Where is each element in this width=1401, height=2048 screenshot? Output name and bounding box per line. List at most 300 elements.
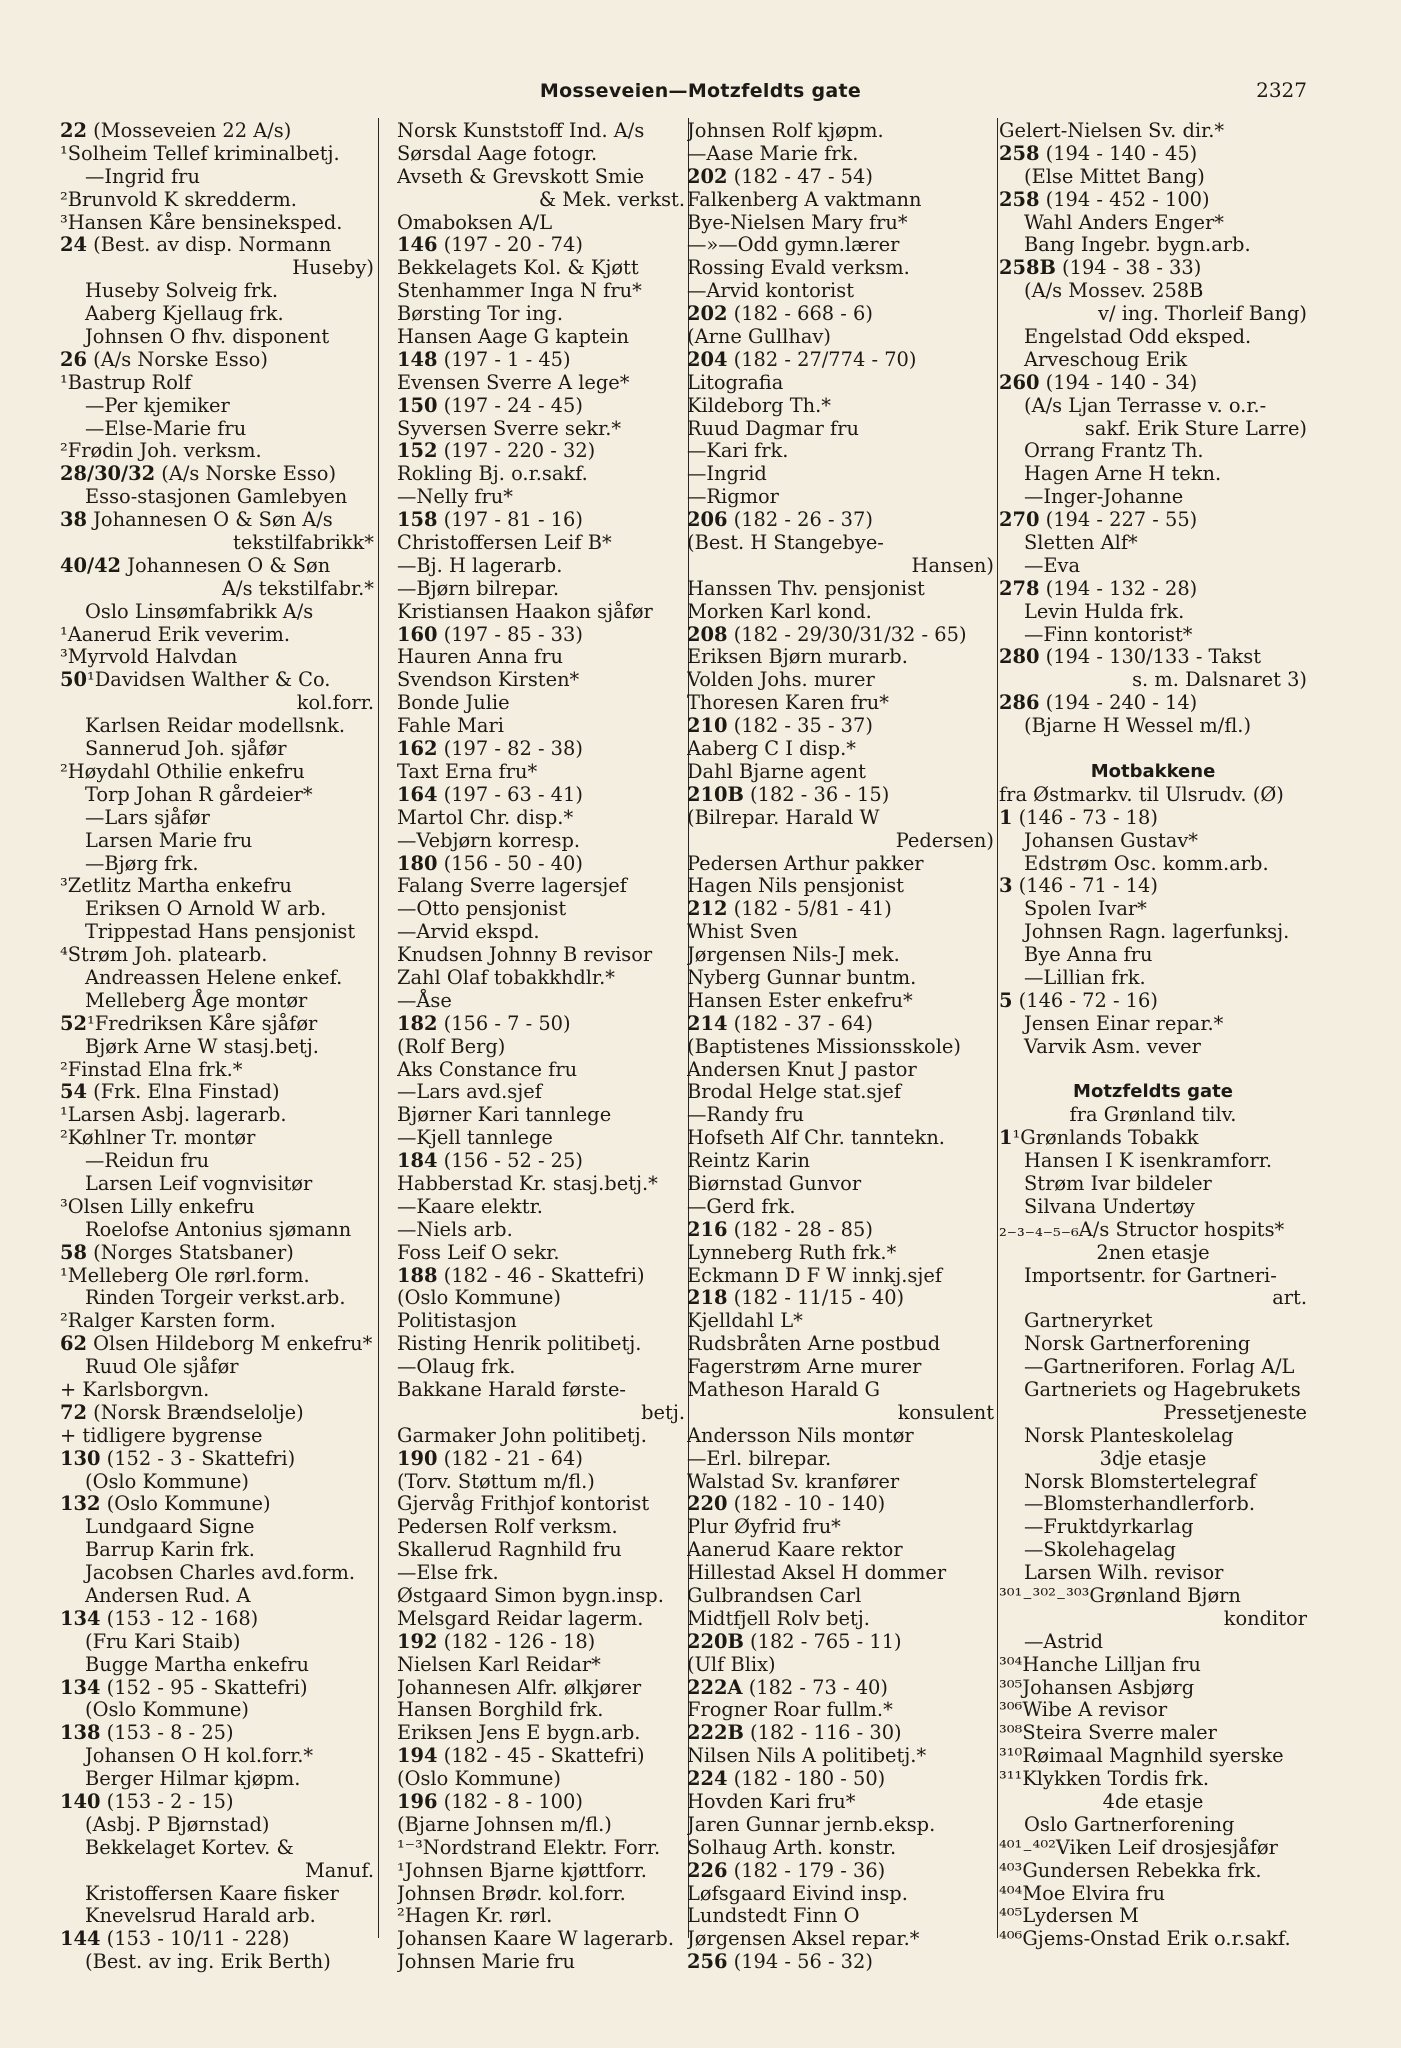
entry-line xyxy=(397,1905,685,1928)
entry-line xyxy=(397,1425,685,1448)
entry-line xyxy=(999,1356,1307,1379)
entry-text: Torp Johan R gårdeier* xyxy=(85,782,313,806)
entry-line xyxy=(397,1677,685,1700)
entry-line xyxy=(687,326,994,349)
entry-line xyxy=(397,1013,685,1036)
entry-line xyxy=(60,624,374,647)
entry-line xyxy=(999,578,1307,601)
entry-line xyxy=(60,1425,374,1448)
entry-line xyxy=(687,349,994,372)
entry-line xyxy=(397,1539,685,1562)
entry-line xyxy=(60,1585,374,1608)
entry-text: Bonde Julie xyxy=(397,691,510,715)
entry-text: Johnsen Brødr. kol.forr. xyxy=(397,1881,626,1905)
entry-line xyxy=(397,1173,685,1196)
entry-line xyxy=(397,349,685,372)
entry-line xyxy=(999,1745,1307,1768)
entry-line xyxy=(999,1379,1307,1402)
entry-line xyxy=(687,166,994,189)
entry-line xyxy=(999,1631,1307,1654)
entry-line xyxy=(687,1036,994,1059)
entry-line xyxy=(397,1654,685,1677)
entry-line xyxy=(60,440,374,463)
entry-line xyxy=(687,212,994,235)
entry-line xyxy=(999,372,1307,395)
entry-line xyxy=(60,1928,374,1951)
entry-line xyxy=(999,944,1307,967)
entry-text: fra Grønland tilv. xyxy=(1069,1103,1237,1127)
entry-line xyxy=(60,1768,374,1791)
house-number: 224 xyxy=(687,1767,728,1791)
column-divider xyxy=(997,118,998,1938)
entry-text: —Reidun fru xyxy=(85,1149,210,1173)
entry-line xyxy=(60,189,374,212)
entry-text: (Frk. Elna Finstad) xyxy=(86,1080,280,1104)
entry-line xyxy=(397,1745,685,1768)
entry-line xyxy=(60,1951,374,1974)
entry-line xyxy=(999,143,1307,166)
entry-line xyxy=(687,1333,994,1356)
entry-text: Huseby Solveig frk. xyxy=(85,279,279,303)
entry-line xyxy=(397,875,685,898)
entry-line xyxy=(999,830,1307,853)
entry-text: Eckmann D F W innkj.sjef xyxy=(687,1263,942,1287)
entry-text: Morken Karl kond. xyxy=(687,599,872,623)
entry-line xyxy=(60,1722,374,1745)
entry-line xyxy=(999,280,1307,303)
house-number: 24 xyxy=(60,233,87,257)
house-number: 134 xyxy=(60,1606,101,1630)
entry-line xyxy=(60,1150,374,1173)
house-number: 258B xyxy=(999,256,1056,280)
entry-text: Berger Hilmar kjøpm. xyxy=(85,1767,301,1791)
entry-text: —Bjørn bilrepar. xyxy=(397,576,560,600)
entry-line xyxy=(60,715,374,738)
entry-text: —Bj. H lagerarb. xyxy=(397,553,563,577)
entry-text: (Oslo Kommune) xyxy=(397,1286,561,1310)
entry-text: Varvik Asm. vever xyxy=(1024,1034,1201,1058)
entry-line xyxy=(999,1265,1307,1288)
entry-text: —Else-Marie fru xyxy=(85,416,247,440)
entry-line xyxy=(60,830,374,853)
entry-text: Norsk Blomstertelegraf xyxy=(1024,1469,1257,1493)
entry-line xyxy=(687,440,994,463)
entry-line xyxy=(60,1287,374,1310)
entry-text: Hovden Kari fru* xyxy=(687,1790,856,1814)
entry-line xyxy=(397,761,685,784)
entry-line xyxy=(999,1928,1307,1951)
entry-line xyxy=(397,1402,685,1425)
entry-line xyxy=(999,921,1307,944)
section-heading xyxy=(999,761,1307,784)
entry-text: Frogner Roar fullm.* xyxy=(687,1698,893,1722)
entry-line xyxy=(687,715,994,738)
entry-text: (A/s Norske Esso) xyxy=(86,347,268,371)
entry-line xyxy=(687,143,994,166)
entry-text: Christoffersen Leif B* xyxy=(397,531,612,555)
entry-line xyxy=(687,990,994,1013)
entry-text: (182 - 46 - Skattefri) xyxy=(437,1263,645,1287)
entry-line xyxy=(687,1905,994,1928)
entry-line xyxy=(60,1104,374,1127)
house-number: 144 xyxy=(60,1927,101,1951)
entry-line xyxy=(687,120,994,143)
entry-text: ¹Larsen Asbj. lagerarb. xyxy=(60,1103,287,1127)
entry-text: Johansen Gustav* xyxy=(1024,828,1198,852)
entry-text: Eriksen Jens E bygn.arb. xyxy=(397,1721,641,1745)
entry-text: (197 - 220 - 32) xyxy=(437,439,596,463)
entry-text: (194 - 227 - 55) xyxy=(1039,508,1198,532)
entry-line xyxy=(687,624,994,647)
entry-text: Johnsen Rolf kjøpm. xyxy=(687,120,884,142)
entry-text: (Bjarne Johnsen m/fl.) xyxy=(397,1812,612,1836)
entry-text: Motzfeldts gate xyxy=(1073,1081,1233,1103)
entry-text: (182 - 28 - 85) xyxy=(727,1217,873,1241)
entry-line xyxy=(999,1310,1307,1333)
entry-text: (153 - 8 - 25) xyxy=(100,1721,234,1745)
entry-text: ³⁰⁵Johansen Asbjørg xyxy=(999,1675,1195,1699)
entry-text: Bakkane Harald første- xyxy=(397,1377,626,1401)
entry-line xyxy=(60,1402,374,1425)
entry-line xyxy=(60,1699,374,1722)
house-number: 226 xyxy=(687,1858,728,1882)
entry-text: s. m. Dalsnaret 3) xyxy=(1132,668,1307,692)
entry-line xyxy=(60,1677,374,1700)
entry-line xyxy=(397,1608,685,1631)
entry-line xyxy=(60,1265,374,1288)
entry-text: Larsen Wilh. revisor xyxy=(1024,1561,1224,1585)
entry-text: Roelofse Antonius sjømann xyxy=(85,1217,352,1241)
entry-text: ⁴⁰⁴Moe Elvira fru xyxy=(999,1881,1165,1905)
entry-line xyxy=(687,1814,994,1837)
entry-line xyxy=(999,234,1307,257)
entry-line xyxy=(60,234,374,257)
entry-text: —Blomsterhandlerforb. xyxy=(1024,1492,1255,1516)
house-number: 26 xyxy=(60,347,87,371)
entry-line xyxy=(687,967,994,990)
entry-text: (Norsk Brændselolje) xyxy=(86,1400,304,1424)
entry-text: —Arvid kontorist xyxy=(687,279,854,303)
entry-line xyxy=(687,1356,994,1379)
entry-line xyxy=(687,921,994,944)
entry-text: Knudsen Johnny B revisor xyxy=(397,943,653,967)
entry-line xyxy=(687,1173,994,1196)
directory-column-1 xyxy=(60,120,374,1974)
entry-text: Kristoffersen Kaare fisker xyxy=(85,1881,339,1905)
house-number: 132 xyxy=(60,1492,101,1516)
entry-text: (152 - 95 - Skattefri) xyxy=(100,1675,308,1699)
entry-text: (156 - 7 - 50) xyxy=(437,1011,571,1035)
entry-line xyxy=(397,1837,685,1860)
entry-text: —Ingrid fru xyxy=(85,164,200,188)
column-divider xyxy=(378,118,379,1938)
entry-line xyxy=(60,509,374,532)
entry-text: Andersen Rud. A xyxy=(85,1584,251,1607)
entry-line xyxy=(687,1265,994,1288)
entry-text: —Finn kontorist* xyxy=(1024,622,1193,646)
entry-text: Walstad Sv. kranfører xyxy=(687,1469,900,1493)
entry-line xyxy=(60,601,374,624)
entry-text: (146 - 71 - 14) xyxy=(1012,874,1158,898)
entry-line xyxy=(999,1677,1307,1700)
entry-text: Eriksen O Arnold W arb. xyxy=(85,897,327,921)
entry-line xyxy=(999,1791,1307,1814)
entry-text: Jensen Einar repar.* xyxy=(1024,1011,1224,1035)
entry-text: Karlsen Reidar modellsnk. xyxy=(85,714,345,738)
entry-text: ²Køhlner Tr. montør xyxy=(60,1126,256,1150)
entry-text: ¹Johnsen Bjarne kjøttforr. xyxy=(397,1858,647,1882)
house-number: 134 xyxy=(60,1675,101,1699)
entry-line xyxy=(999,1493,1307,1516)
entry-text: —Inger-Johanne xyxy=(1024,485,1184,509)
entry-text: Syversen Sverre sekr.* xyxy=(397,416,622,440)
entry-line xyxy=(999,509,1307,532)
page-number: 2327 xyxy=(1256,78,1307,102)
entry-text: Hansen Ester enkefru* xyxy=(687,988,913,1012)
entry-line xyxy=(60,1905,374,1928)
entry-text: ¹Grønlands Tobakk xyxy=(1012,1126,1199,1150)
entry-text: (Best. av ing. Erik Berth) xyxy=(85,1950,331,1974)
entry-text: Andersen Knut J pastor xyxy=(687,1057,917,1081)
entry-text: Norsk Planteskolelag xyxy=(1024,1423,1234,1447)
entry-line xyxy=(60,463,374,486)
entry-line xyxy=(687,875,994,898)
entry-text: ⁴⁰¹₋⁴⁰²Viken Leif drosjesjåfør xyxy=(999,1835,1278,1859)
entry-text: ⁴⁰⁶Gjems-Onstad Erik o.r.sakf. xyxy=(999,1927,1291,1951)
entry-text: (Norges Statsbaner) xyxy=(86,1240,294,1264)
entry-text: —Eva xyxy=(1024,553,1081,577)
entry-line xyxy=(999,967,1307,990)
entry-text: ³⁰⁶Wibe A revisor xyxy=(999,1698,1168,1722)
entry-text: (146 - 73 - 18) xyxy=(1012,805,1158,829)
entry-text: ⁴⁰⁵Lydersen M xyxy=(999,1904,1139,1928)
entry-line xyxy=(397,257,685,280)
entry-text: A/s tekstilfabr.* xyxy=(222,576,374,600)
entry-line xyxy=(397,143,685,166)
section-heading xyxy=(999,1081,1307,1104)
entry-text: ³⁰¹₋³⁰²₋³⁰³Grønland Bjørn xyxy=(999,1584,1241,1607)
entry-line xyxy=(999,1448,1307,1471)
entry-text: (182 - 179 - 36) xyxy=(727,1858,886,1882)
house-number: 278 xyxy=(999,576,1040,600)
entry-text: Kildeborg Th.* xyxy=(687,393,831,417)
entry-text: (182 - 5/81 - 41) xyxy=(727,897,892,921)
entry-line xyxy=(397,1471,685,1494)
entry-line xyxy=(687,601,994,624)
entry-text: (182 - 35 - 37) xyxy=(727,714,873,738)
entry-text: Johannesen Alfr. ølkjører xyxy=(397,1675,642,1699)
entry-text: ²Brunvold K skredderm. xyxy=(60,187,297,211)
entry-text: Orrang Frantz Th. xyxy=(1024,439,1204,463)
house-number: 202 xyxy=(687,302,728,326)
entry-line xyxy=(397,1036,685,1059)
entry-text: (Oslo Kommune) xyxy=(85,1469,249,1493)
entry-text: Importsentr. for Gartneri- xyxy=(1024,1263,1277,1287)
entry-text: Jørgensen Aksel repar.* xyxy=(687,1927,920,1951)
entry-text: (Mosseveien 22 A/s) xyxy=(86,120,292,142)
entry-line xyxy=(60,853,374,876)
entry-line xyxy=(397,1242,685,1265)
entry-text: Rinden Torgeir verkst.arb. xyxy=(85,1286,346,1310)
entry-text: Risting Henrik politibetj. xyxy=(397,1332,642,1356)
entry-line xyxy=(60,326,374,349)
entry-line xyxy=(397,303,685,326)
entry-line xyxy=(687,830,994,853)
entry-line xyxy=(999,1608,1307,1631)
entry-line xyxy=(60,1310,374,1333)
entry-line xyxy=(999,601,1307,624)
entry-text: ¹Davidsen Walther & Co. xyxy=(86,668,331,692)
entry-text: (156 - 50 - 40) xyxy=(437,851,583,875)
entry-text: (182 - 11/15 - 40) xyxy=(727,1286,905,1310)
entry-line xyxy=(999,738,1307,761)
house-number: 190 xyxy=(397,1446,438,1470)
entry-line xyxy=(687,509,994,532)
entry-text: ²Finstad Elna frk.* xyxy=(60,1057,243,1081)
entry-text: Johnsen O fhv. disponent xyxy=(85,325,330,349)
entry-line xyxy=(60,1791,374,1814)
entry-text: ¹Bastrup Rolf xyxy=(60,370,192,394)
entry-text: Hagen Arne H tekn. xyxy=(1024,462,1222,486)
entry-text: (194 - 38 - 33) xyxy=(1055,256,1202,280)
entry-text: Bjørk Arne W stasj.betj. xyxy=(85,1034,319,1058)
entry-text: (182 - 27/774 - 70) xyxy=(727,347,917,371)
entry-text: Larsen Marie fru xyxy=(85,828,253,852)
entry-text: betj. xyxy=(641,1400,685,1424)
entry-line xyxy=(999,1585,1307,1608)
entry-line xyxy=(687,1104,994,1127)
entry-line xyxy=(60,1562,374,1585)
entry-line xyxy=(687,555,994,578)
entry-text: (194 - 56 - 32) xyxy=(727,1950,873,1974)
entry-text: —Aase Marie frk. xyxy=(687,141,859,165)
entry-line xyxy=(999,1059,1307,1082)
entry-line xyxy=(999,1654,1307,1677)
entry-text: —Gartneriforen. Forlag A/L xyxy=(1024,1355,1295,1379)
entry-text: Martol Chr. disp.* xyxy=(397,805,574,829)
entry-text: Aks Constance fru xyxy=(397,1057,578,1081)
entry-text: Huseby) xyxy=(292,256,374,280)
entry-text: Pedersen Rolf verksm. xyxy=(397,1515,618,1539)
entry-line xyxy=(687,1608,994,1631)
entry-text: tekstilfabrikk* xyxy=(233,531,374,555)
entry-line xyxy=(687,1516,994,1539)
entry-text: & Mek. verkst. xyxy=(538,187,685,211)
entry-line xyxy=(397,555,685,578)
entry-text: ³Hansen Kåre bensineksped. xyxy=(60,210,343,234)
entry-line xyxy=(60,1448,374,1471)
entry-line xyxy=(687,669,994,692)
entry-text: Foss Leif O sekr. xyxy=(397,1240,560,1264)
entry-line xyxy=(60,1471,374,1494)
entry-text: Habberstad Kr. stasj.betj.* xyxy=(397,1171,658,1195)
entry-line xyxy=(999,1562,1307,1585)
entry-text: (194 - 140 - 45) xyxy=(1039,141,1198,165)
entry-text: (Best. av disp. Normann xyxy=(86,233,332,257)
entry-text: Solhaug Arth. konstr. xyxy=(687,1835,897,1859)
entry-text: Gartneriets og Hagebrukets xyxy=(1024,1377,1301,1401)
entry-line xyxy=(60,486,374,509)
entry-line xyxy=(687,303,994,326)
entry-line xyxy=(60,921,374,944)
entry-text: —Bjørg frk. xyxy=(85,851,199,875)
entry-text: kol.forr. xyxy=(296,691,374,715)
house-number: 130 xyxy=(60,1446,101,1470)
entry-line xyxy=(687,1631,994,1654)
house-number: 3 xyxy=(999,874,1013,898)
entry-text: —Lars avd.sjef xyxy=(397,1080,542,1104)
entry-line xyxy=(397,440,685,463)
entry-text: Børsting Tor ing. xyxy=(397,302,564,326)
entry-text: Falang Sverre lagersjef xyxy=(397,874,627,898)
entry-line xyxy=(397,463,685,486)
entry-text: Bye-Nielsen Mary fru* xyxy=(687,210,908,234)
entry-text: (146 - 72 - 16) xyxy=(1012,988,1158,1012)
entry-line xyxy=(397,784,685,807)
entry-line xyxy=(687,1768,994,1791)
entry-text: (153 - 10/11 - 228) xyxy=(100,1927,290,1951)
entry-text: art. xyxy=(1272,1286,1307,1310)
entry-text: Manuf. xyxy=(304,1858,374,1882)
entry-text: ¹Melleberg Ole rørl.form. xyxy=(60,1263,310,1287)
entry-line xyxy=(60,120,374,143)
entry-text: (197 - 82 - 38) xyxy=(437,737,583,761)
entry-line xyxy=(687,807,994,830)
entry-line xyxy=(999,166,1307,189)
entry-line xyxy=(397,1150,685,1173)
entry-line xyxy=(687,1585,994,1608)
entry-text: (Oslo Kommune) xyxy=(85,1698,249,1722)
entry-line xyxy=(999,784,1307,807)
entry-text: Johansen Kaare W lagerarb. xyxy=(397,1927,674,1951)
entry-line xyxy=(687,1722,994,1745)
entry-text: + Karlsborgvn. xyxy=(60,1377,210,1401)
entry-line xyxy=(60,1516,374,1539)
house-number: 214 xyxy=(687,1011,728,1035)
entry-text: Gjervåg Frithjof kontorist xyxy=(397,1492,650,1516)
entry-line xyxy=(397,1219,685,1242)
entry-line xyxy=(687,234,994,257)
entry-line xyxy=(999,1516,1307,1539)
entry-line xyxy=(60,1081,374,1104)
entry-line xyxy=(999,1036,1307,1059)
entry-line xyxy=(397,1768,685,1791)
entry-text: Oslo Linsømfabrikk A/s xyxy=(85,599,314,623)
entry-line xyxy=(397,372,685,395)
entry-text: Pedersen) xyxy=(895,828,994,852)
entry-text: ¹Fredriksen Kåre sjåfør xyxy=(86,1011,318,1035)
entry-line xyxy=(60,692,374,715)
entry-text: Hanssen Thv. pensjonist xyxy=(687,576,925,600)
entry-line xyxy=(687,1150,994,1173)
house-number: 218 xyxy=(687,1286,728,1310)
entry-text: Fagerstrøm Arne murer xyxy=(687,1355,922,1379)
house-number: 182 xyxy=(397,1011,438,1035)
entry-text: Stenhammer Inga N fru* xyxy=(397,279,642,303)
entry-line xyxy=(397,1631,685,1654)
entry-line xyxy=(687,1883,994,1906)
entry-line xyxy=(60,257,374,280)
entry-text: (197 - 85 - 33) xyxy=(437,622,583,646)
entry-line xyxy=(999,1883,1307,1906)
entry-text: Jacobsen Charles avd.form. xyxy=(85,1561,356,1585)
entry-text: ¹Solheim Tellef kriminalbetj. xyxy=(60,141,340,165)
entry-line xyxy=(999,189,1307,212)
entry-text: (197 - 24 - 45) xyxy=(437,393,583,417)
entry-line xyxy=(687,1837,994,1860)
entry-line xyxy=(397,1883,685,1906)
entry-line xyxy=(397,1059,685,1082)
